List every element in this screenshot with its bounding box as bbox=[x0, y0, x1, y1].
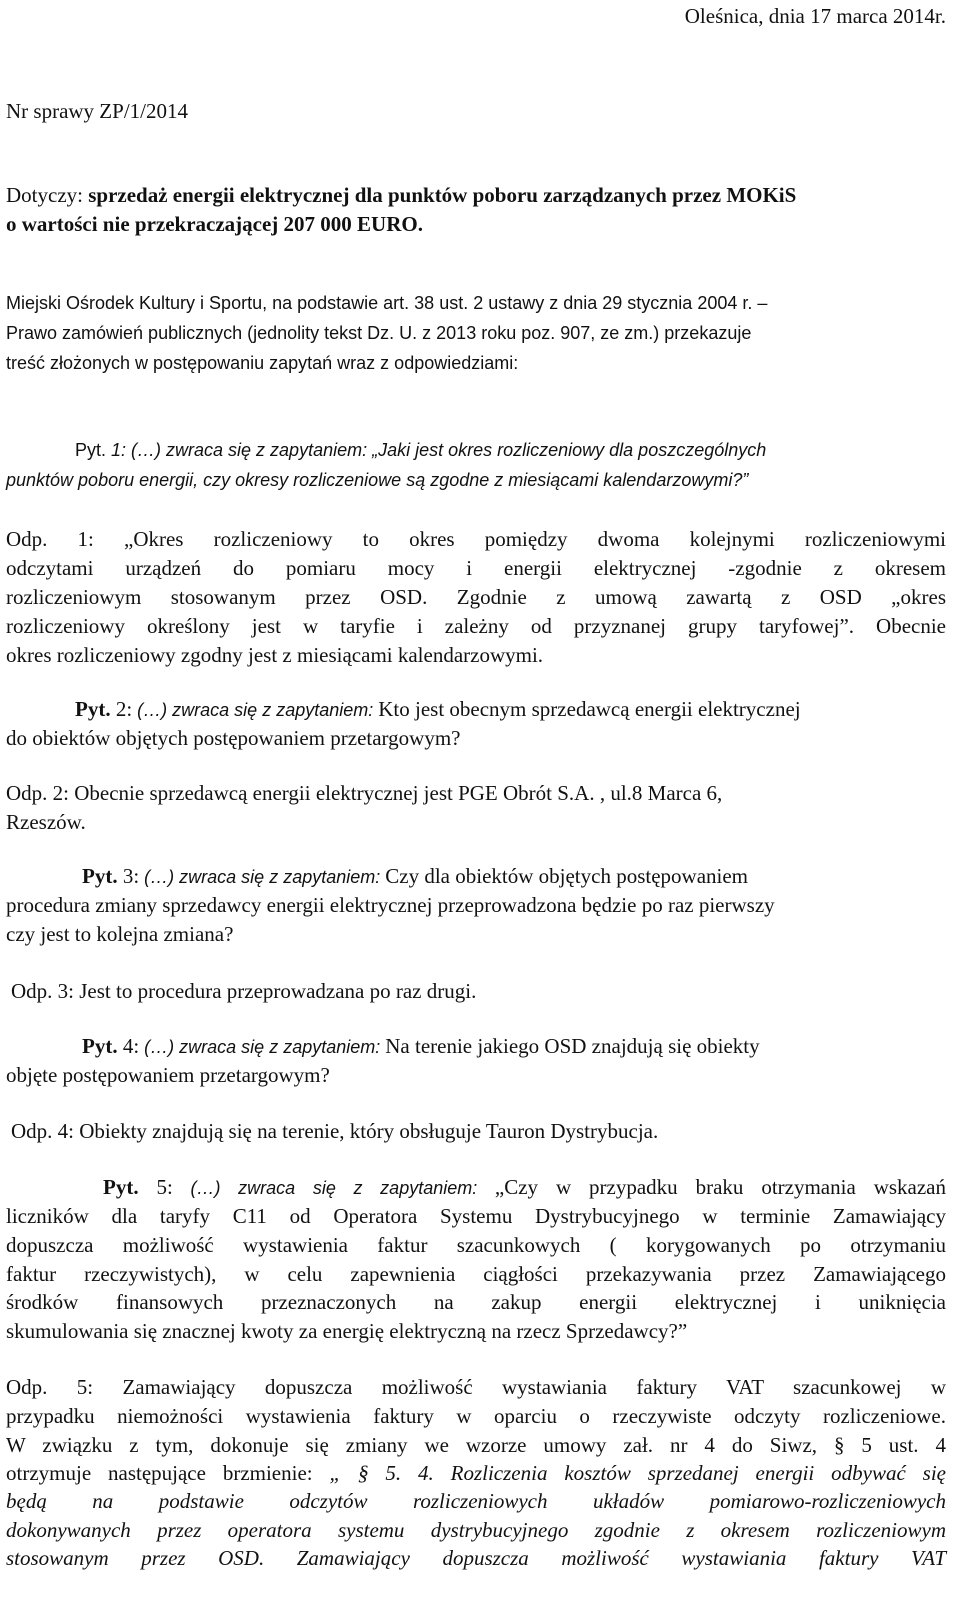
question-2-line-1: Pyt. 2: (…) zwraca się z zapytaniem: Kto jest obecnym sprzedawcą energii elektrycznej bbox=[75, 697, 801, 721]
intro-line-2: Prawo zamówień publicznych (jednolity tekst Dz. U. z 2013 roku poz. 907, ze zm.) przekazuje bbox=[6, 323, 752, 343]
answer-5-line-5: będą na podstawie odczytów rozliczeniowych układów pomiarowo-rozliczeniowych bbox=[6, 1489, 946, 1513]
question-label: Pyt. bbox=[82, 1034, 123, 1058]
place-date: Oleśnica, dnia 17 marca 2014r. bbox=[684, 4, 946, 28]
question-5-line-4: faktur rzeczywistych), w celu zapewnienia ciągłości przekazywania przez Zamawiającego bbox=[6, 1262, 946, 1286]
answer-2-line-2: Rzeszów. bbox=[6, 810, 86, 834]
question-label: Pyt. bbox=[75, 697, 116, 721]
question-label: Pyt. bbox=[75, 440, 112, 460]
subject-title-2: o wartości nie przekraczającej 207 000 EURO. bbox=[6, 212, 423, 236]
answer-5-line-4: otrzymuje następujące brzmienie: „ § 5. 4. Rozliczenia kosztów sprzedanej energii odbywać się bbox=[6, 1461, 946, 1485]
question-1-line-1: Pyt. 1: (…) zwraca się z zapytaniem: „Jaki jest okres rozliczeniowy dla poszczególnych bbox=[75, 440, 767, 460]
subject-title-1: sprzedaż energii elektrycznej dla punktów poboru zarządzanych przez MOKiS bbox=[88, 183, 797, 207]
question-3-line-2: procedura zmiany sprzedawcy energii elektrycznej przeprowadzona będzie po raz pierwszy bbox=[6, 893, 775, 917]
question-4-line-2: objęte postępowaniem przetargowym? bbox=[6, 1063, 330, 1087]
answer-1-line-4: rozliczeniowy określony jest w taryfie i zależny od przyznanej grupy taryfowej”. Obecnie bbox=[6, 614, 946, 638]
question-3-line-3: czy jest to kolejna zmiana? bbox=[6, 922, 234, 946]
answer-1-line-3: rozliczeniowym stosowanym przez OSD. Zgodnie z umową zawartą z OSD „okres bbox=[6, 585, 946, 609]
answer-1-line-5: okres rozliczeniowy zgodny jest z miesiącami kalendarzowymi. bbox=[6, 643, 544, 667]
answer-5-line-7: stosowanym przez OSD. Zamawiający dopuszcza możliwość wystawiania faktury VAT bbox=[6, 1546, 946, 1570]
question-label: Pyt. bbox=[103, 1175, 157, 1199]
question-1-line-2: punktów poboru energii, czy okresy rozliczeniowe są zgodne z miesiącami kalendarzowymi?” bbox=[6, 470, 749, 490]
intro-line-1: Miejski Ośrodek Kultury i Sportu, na podstawie art. 38 ust. 2 ustawy z dnia 29 stycznia 2004 r. – bbox=[6, 293, 768, 313]
question-5-line-2: liczników dla taryfy C11 od Operatora Systemu Dystrybucyjnego w terminie Zamawiający bbox=[6, 1204, 946, 1228]
question-5-line-5: środków finansowych przeznaczonych na zakup energii elektrycznej i uniknięcia bbox=[6, 1290, 946, 1314]
question-5-line-6: skumulowania się znacznej kwoty za energię elektryczną na rzecz Sprzedawcy?” bbox=[6, 1319, 688, 1343]
answer-1-line-2: odczytami urządzeń do pomiaru mocy i energii elektrycznej -zgodnie z okresem bbox=[6, 556, 946, 580]
answer-1-line-1: Odp. 1: „Okres rozliczeniowy to okres pomiędzy dwoma kolejnymi rozliczeniowymi bbox=[6, 527, 946, 551]
question-label: Pyt. bbox=[82, 864, 123, 888]
subject-prefix: Dotyczy: bbox=[6, 183, 89, 207]
case-number: Nr sprawy ZP/1/2014 bbox=[6, 99, 188, 123]
answer-4-line-1: Odp. 4: Obiekty znajdują się na terenie, który obsługuje Tauron Dystrybucja. bbox=[11, 1119, 659, 1143]
answer-5-line-6: dokonywanych przez operatora systemu dystrybucyjnego zgodnie z okresem rozliczeniowym bbox=[6, 1518, 946, 1542]
question-4-line-1: Pyt. 4: (…) zwraca się z zapytaniem: Na terenie jakiego OSD znajdują się obiekty bbox=[82, 1034, 760, 1058]
question-3-line-1: Pyt. 3: (…) zwraca się z zapytaniem: Czy dla obiektów objętych postępowaniem bbox=[82, 864, 749, 888]
answer-3-line-1: Odp. 3: Jest to procedura przeprowadzana po raz drugi. bbox=[11, 979, 477, 1003]
intro-line-3: treść złożonych w postępowaniu zapytań wraz z odpowiedziami: bbox=[6, 353, 519, 373]
question-2-line-2: do obiektów objętych postępowaniem przetargowym? bbox=[6, 726, 461, 750]
subject-line-1 bbox=[6, 183, 946, 208]
answer-5-line-2: przypadku niemożności wystawienia faktury w oparciu o rzeczywiste odczyty rozliczeniowe. bbox=[6, 1404, 946, 1428]
question-5-line-1: Pyt. 5: (…) zwraca się z zapytaniem: „Czy w przypadku braku otrzymania wskazań bbox=[103, 1175, 946, 1199]
question-5-line-3: dopuszcza możliwość wystawienia faktur szacunkowych ( korygowanych po otrzymaniu bbox=[6, 1233, 946, 1257]
answer-5-line-3: W związku z tym, dokonuje się zmiany we wzorze umowy zał. nr 4 do Siwz, § 5 ust. 4 bbox=[6, 1433, 946, 1457]
answer-2-line-1: Odp. 2: Obecnie sprzedawcą energii elektrycznej jest PGE Obrót S.A. , ul.8 Marca 6, bbox=[6, 781, 723, 805]
answer-5-line-1: Odp. 5: Zamawiający dopuszcza możliwość wystawiania faktury VAT szacunkowej w bbox=[6, 1375, 946, 1399]
